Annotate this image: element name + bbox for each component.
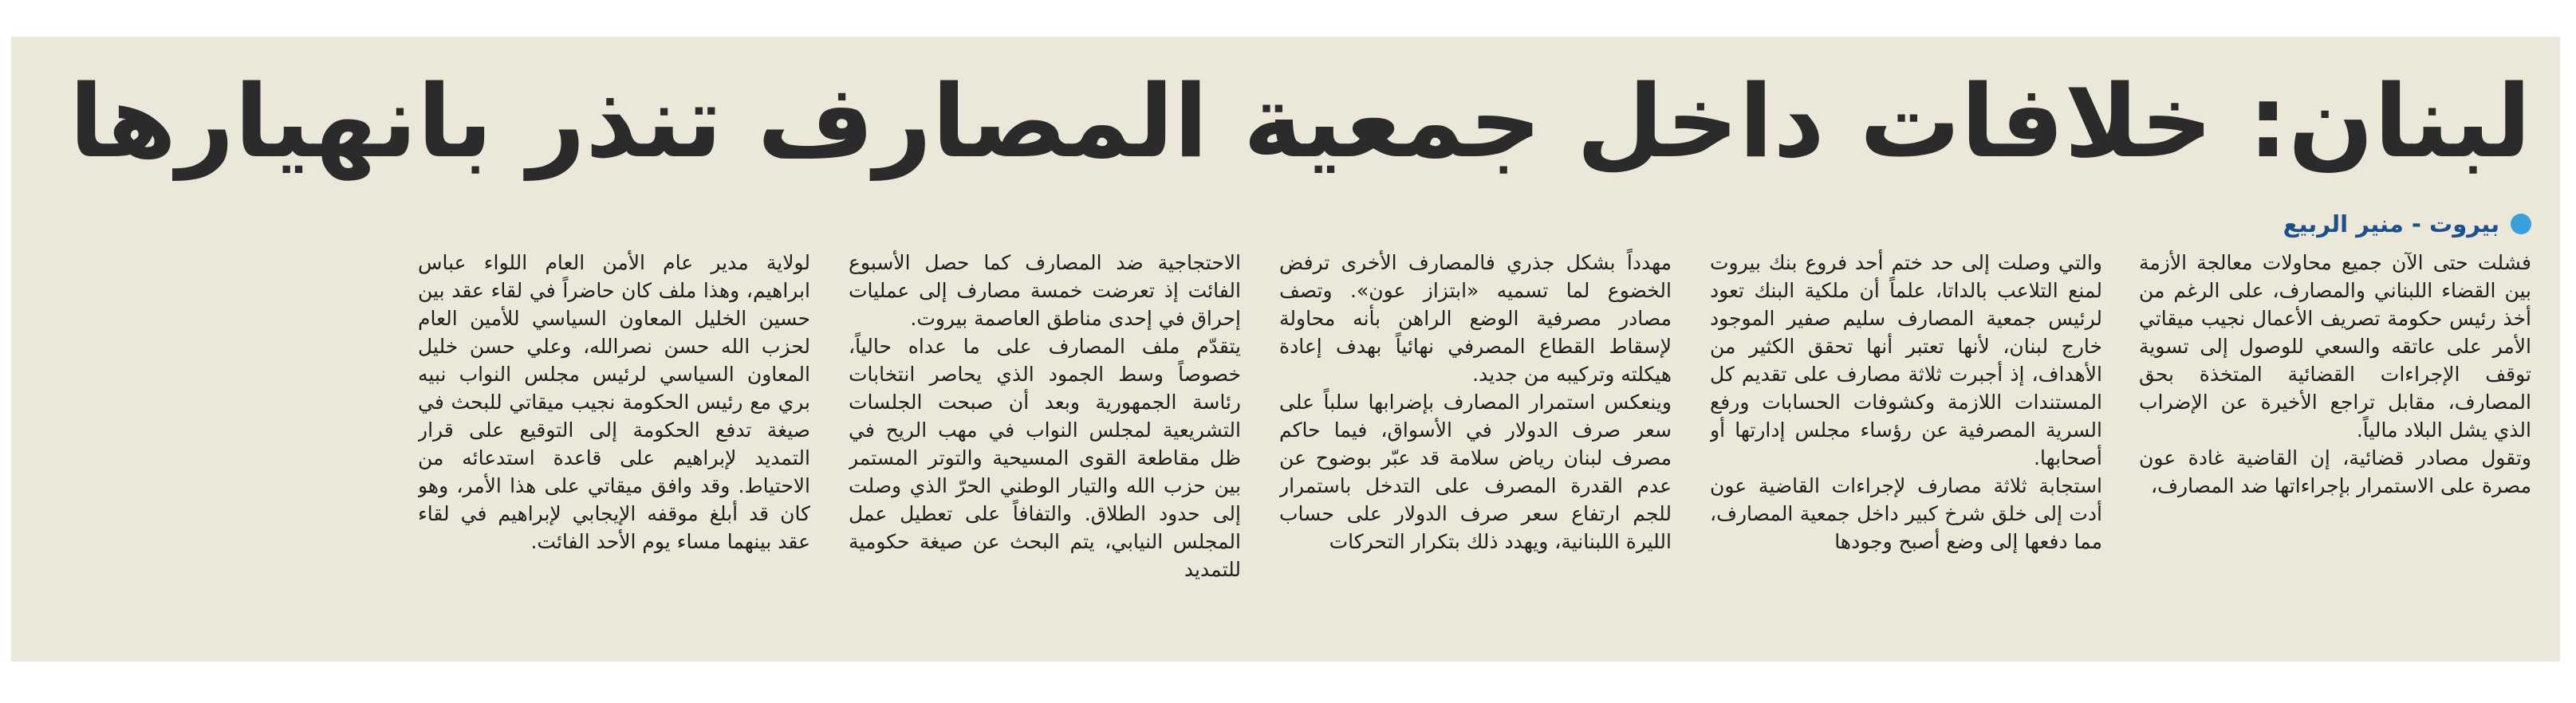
headline: لبنان: خلافات داخل جمعية المصارف تنذر بانهيارها — [69, 63, 2531, 180]
article-column-1: فشلت حتى الآن جميع محاولات معالجة الأزمة بين القضاء اللبناني والمصارف، على الرغم من أخذ رئيس حكومة تصريف الأعمال نجيب ميقاتي الأمر على عاتقه والسعي للوصول إلى تسوية توقف الإجراءات القضائية المتخذة بحق المصارف، مقابل تراجع الأخيرة عن الإضراب الذي يشل البلاد مالياً. وتقول مصادر قضائية، إن القاضية غادة عون مصرة على الاستمرار بإجراءاتها ضد المصارف، — [2139, 251, 2531, 497]
article-column-4: الاحتجاجية ضد المصارف كما حصل الأسبوع الفائت إذ تعرضت خمسة مصارف إلى عمليات إحراق في إحدى مناطق العاصمة بيروت. يتقدّم ملف المصارف على ما عداه حالياً، خصوصاً وسط الجمود الذي يحاصر انتخابات رئاسة الجمهورية وبعد أن صبحت الجلسات التشريعية لمجلس النواب في مهب الريح في ظل مقاطعة القوى المسيحية والتوتر المستمر بين حزب الله والتيار الوطني الحرّ الذي وصلت إلى حدود الطلاق. والتفافاً على تعطيل عمل المجلس النيابي، يتم البحث عن صيغة حكومية للتمديد — [849, 251, 1241, 581]
article-column-5: لولاية مدير عام الأمن العام اللواء عباس ابراهيم، وهذا ملف كان حاضراً في لقاء عقد بين حسين الخليل المعاون السياسي للأمين العام لحزب الله حسن نصرالله، وعلي حسن خليل المعاون السياسي لرئيس مجلس النواب نبيه بري مع رئيس الحكومة نجيب ميقاتي للبحث في صيغة تدفع الحكومة إلى التوقيع على قرار التمديد لإبراهيم على قاعدة استدعائه من الاحتياط. وقد وافق ميقاتي على هذا الأمر، وهو كان قد أبلغ موقفه الإيجابي لإبراهيم في لقاء عقد بينهما مساء يوم الأحد الفائت. — [418, 251, 810, 553]
byline-text: بيروت - منير الربيع — [2283, 210, 2499, 238]
byline — [2283, 210, 2531, 238]
newspaper-clipping — [11, 37, 2560, 662]
article-column-3: مهدداً بشكل جذري فالمصارف الأخرى ترفض الخضوع لما تسميه «ابتزاز عون». وتصف مصادر مصرفية الوضع الراهن بأنه محاولة لإسقاط القطاع المصرفي نهائياً بهدف إعادة هيكلته وتركيبه من جديد. وينعكس استمرار المصارف بإضرابها سلباً على سعر صرف الدولار في الأسواق، فيما حاكم مصرف لبنان رياض سلامة قد عبّر بوضوح عن عدم القدرة المصرف على التدخل باستمرار للجم ارتفاع سعر صرف الدولار على حساب الليرة اللبنانية، ويهدد ذلك بتكرار التحركات — [1279, 251, 1672, 553]
bullet-dot-icon — [2511, 214, 2531, 234]
article-column-2: والتي وصلت إلى حد ختم أحد فروع بنك بيروت لمنع التلاعب بالداتا، علماً أن ملكية البنك تعود لرئيس جمعية المصارف سليم صفير الموجود خارج لبنان، لأنها تعتبر أنها تحقق الكثير من الأهداف، إذ أجبرت ثلاثة مصارف على تقديم كل المستندات اللازمة وكشوفات الحسابات ورفع السرية المصرفية عن رؤساء مجلس إدارتها أو أصحابها. استجابة ثلاثة مصارف لإجراءات القاضية عون أدت إلى خلق شرخ كبير داخل جمعية المصارف، مما دفعها إلى وضع أصبح وجودها — [1710, 251, 2102, 553]
